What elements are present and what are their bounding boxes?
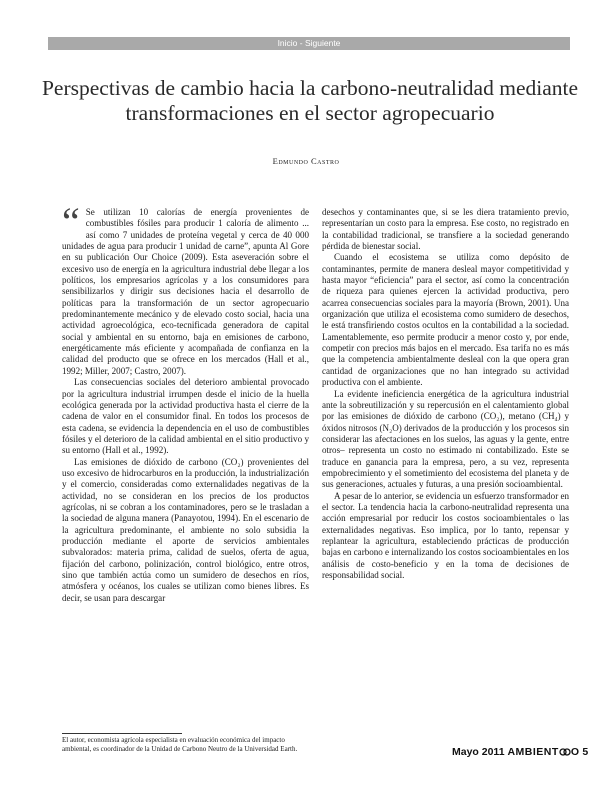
- footnote-divider: [62, 733, 182, 734]
- paragraph: Las consecuencias sociales del deterioro ambiental provocado por la agricultura industrial irrumpen desde el inicio de la huella ecológica generada por la actividad productiva hasta el cierre de la cadena de valor en el consumidor final. En todos los procesos de esta cadena, se evidencia la dependencia en el uso de combustibles fósiles y el deterioro de la calidad ambiental en el sitio productivo y su entorno (Hall et al., 1992).: [62, 377, 309, 456]
- nav-link-inicio[interactable]: Inicio: [277, 38, 298, 48]
- right-column: [322, 207, 569, 581]
- paragraph: Cuando el ecosistema se utiliza como depósito de contaminantes, permite de manera desleal mayor competitividad y hasta mayor “eficiencia” para el sector, así como la concentración de riqueza para quienes ejercen la actividad productiva, pero acarrea consecuencias sociales para la mayoría (Brown, 2001). Una organización que utiliza el ecosistema como sumidero de desechos, le está transfiriendo costos ocultos en la contabilidad a la sociedad. Lamentablemente, eso permite producir a menor costo y, por ende, competir con precios más bajos en el mercado. Esa tarifa no es más que la competencia ambientalmente desleal con la que opera gran cantidad de organizaciones que no han integrado su actividad productiva con el ambiente.: [322, 252, 569, 388]
- paragraph: “ Se utilizan 10 calorías de energía provenientes de combustibles fósiles para producir 1 caloría de alimento ... así como 7 unidades de proteína vegetal y cerca de 40 000 unidades de agua para producir 1 unidad de carne”, apunta Al Gore en su publicación Our Choice (2009). Esta aseveración sobre el excesivo uso de energía en la agricultura industrial debe llegar a los políticos, los empresarios agrícolas y a los consumidores para sensibilizarlos y dirigir sus decisiones hacia el desarrollo de políticas para la transformación de un sector agropecuario predominantemente mecánico y de elevado costo social, hacia una actividad agroecológica, eco-tecnificada generadora de capital social y ambiental en su entorno, baja en emisiones de carbono, energéticamente más eficiente y acompañada de confianza en la calidad del producto que se ofrece en los mercados (Hall et al., 1992; Miller, 2007; Castro, 2007).: [62, 199, 309, 376]
- nav-separator: -: [297, 38, 305, 48]
- issue-date: Mayo 2011: [452, 746, 505, 758]
- paragraph: A pesar de lo anterior, se evidencia un esfuerzo transformador en el sector. La tendencia hacia la carbono-neutralidad representa una acción empresarial por reducir los costos socioambientales o las externalidades negativas. Eso implica, por lo tanto, repensar y replantear la agricultura, estableciendo prácticas de producción bajas en carbono e internalizando los costos socioambientales en los análisis de costo-beneficio y en la toma de decisiones de responsabilidad social.: [322, 490, 570, 580]
- article-title: Perspectivas de cambio hacia la carbono-neutralidad mediante transformaciones en el sector agropecuario: [41, 76, 579, 125]
- left-column: [62, 199, 309, 604]
- author-name: Edmundo Castro: [272, 156, 340, 166]
- paragraph: La evidente ineficiencia energética de la agricultura industrial ante la sobreutilización y su repercusión en el calentamiento global por las emisiones de dióxido de carbono (CO₂), metano (CH₄) y óxidos nitrosos (N₂O) derivados de la producción y los procesos sin considerar las afectaciones en los suelos, las aguas y la gente, entre otros– representa un costo no estimado ni contabilizado. Este se traduce en ganancia para la empresa, pero, a su vez, representa empobrecimiento y el sometimiento del ecosistema del planeta y de sus generaciones, actuales y futuras, a una presión socioambiental.: [322, 388, 569, 490]
- nav-bar: [48, 37, 570, 50]
- page-number: 5: [582, 746, 589, 758]
- author-footnote: El autor, economista agrícola especialista en evaluación económica del impacto ambiental, es coordinador de la Unidad de Carbono Neutro de la Universidad Earth.: [62, 736, 298, 753]
- rings-icon: [559, 748, 571, 756]
- page-footer: [452, 746, 588, 758]
- paragraph: Las emisiones de dióxido de carbono (CO₂) provenientes del uso excesivo de hidrocarburos en la producción, la industrialización y el comercio, consideradas como externalidades negativas de la actividad, no se consideran en los precios de los productos agrícolas, ni se cobran a los contaminadores, pero se le trasladan a la sociedad de alguna manera (Panayotou, 1994). En el escenario de la agricultura predominante, el ambiente no solo subsidia la producción mediante el aporte de servicios ambientales subvalorados: materia prima, calidad de suelos, oferta de agua, fijación del carbono, polinización, control biológico, entre otros, sino que también actúa como un sumidero de desechos en ríos, atmósfera y océanos, los cuales se utilizan como bienes libres. Es decir, se usan para descargar: [62, 456, 309, 603]
- magazine-logo: AMBIENT O: [507, 746, 580, 758]
- open-quote-icon: “: [62, 199, 80, 244]
- paragraph: desechos y contaminantes que, si se les diera tratamiento previo, representarían un costo para la empresa. Ese costo, no registrado en la contabilidad tradicional, se transfiere a la sociedad generando pérdida de bienestar social.: [322, 207, 569, 252]
- nav-link-siguiente[interactable]: Siguiente: [304, 38, 341, 48]
